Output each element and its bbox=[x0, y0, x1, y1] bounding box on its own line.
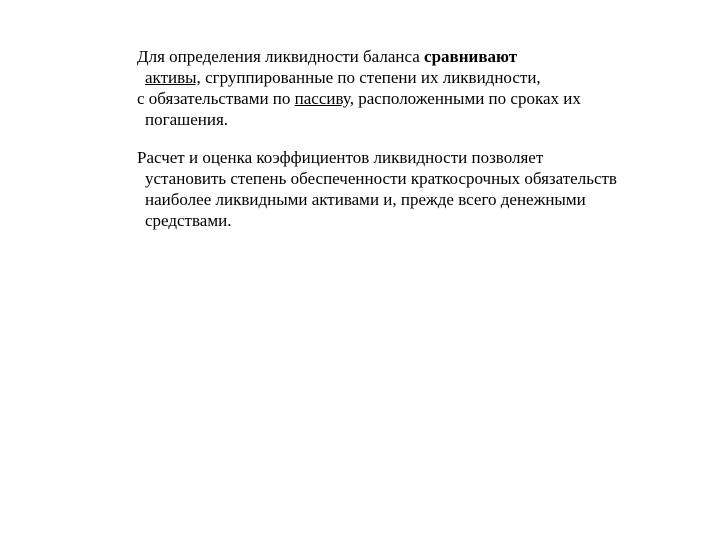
paragraph-obligations bbox=[137, 88, 617, 130]
paragraph-ratio-calculation: Расчет и оценка коэффициентов ликвидности позволяет установить степень обеспеченности краткосрочных обязательств наиболее ликвидными активами и, прежде всего денежными средствами. bbox=[137, 148, 617, 230]
text-run-underlined-assets: активы, bbox=[145, 68, 201, 87]
text-run: сгруппированные по степени их ликвидности, bbox=[200, 68, 541, 87]
paragraph-balance-liquidity bbox=[137, 46, 617, 88]
text-run-underlined-liabilities: пассиву, bbox=[294, 89, 354, 108]
text-run: расположенными по сроках их погашения. bbox=[145, 89, 581, 129]
paragraph-spacer bbox=[137, 130, 617, 147]
text-run: Для определения ликвидности баланса bbox=[137, 47, 425, 66]
text-run-bold-compare: сравнивают bbox=[424, 47, 518, 66]
text-run: с обязательствами по bbox=[137, 89, 295, 108]
slide-text-content bbox=[137, 46, 617, 231]
